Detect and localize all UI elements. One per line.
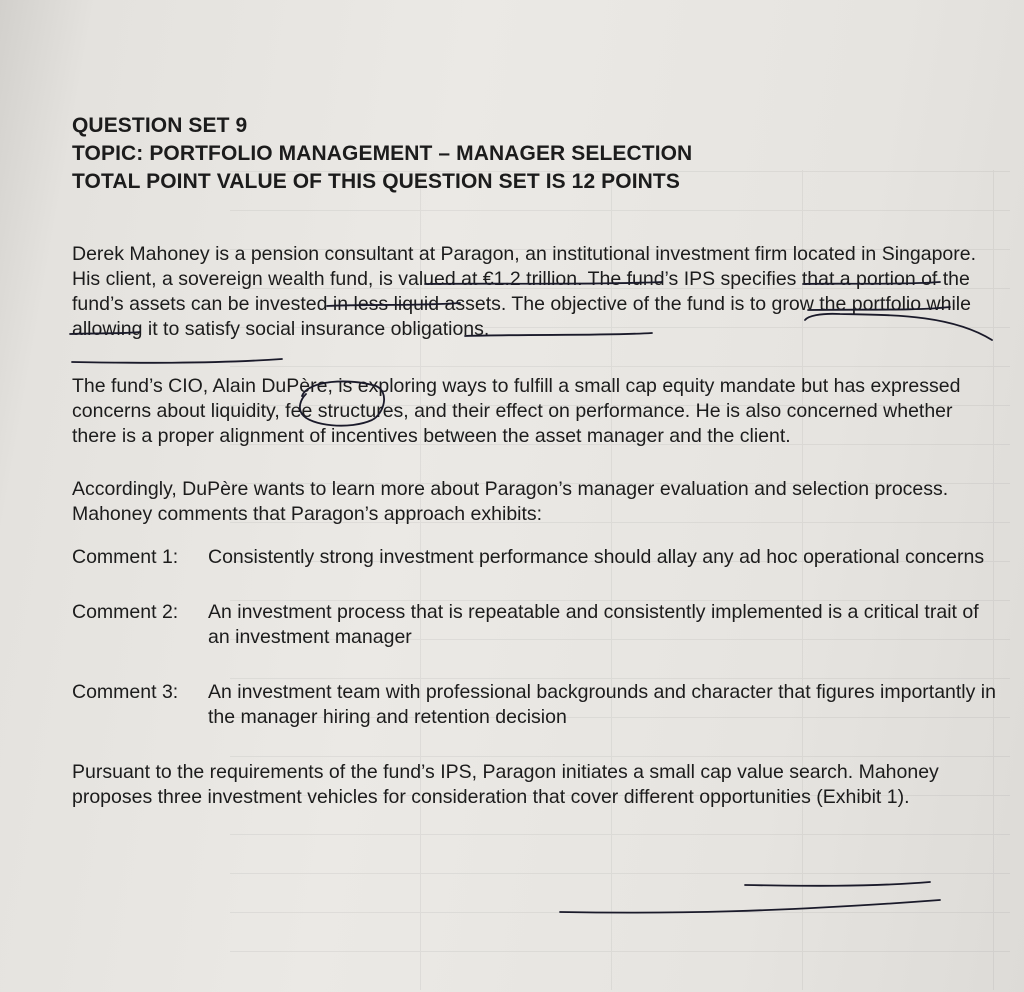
- point-value: TOTAL POINT VALUE OF THIS QUESTION SET IS 12 POINTS: [72, 170, 680, 193]
- question-topic: TOPIC: PORTFOLIO MANAGEMENT – MANAGER SELECTION: [72, 142, 693, 165]
- comment-text: An investment team with professional backgrounds and character that figures importantly in the manager hiring and retention decision: [208, 681, 996, 728]
- paragraph-selection-process: Accordingly, DuPère wants to learn more about Paragon’s manager evaluation and selection process. Mahoney comments that Paragon’s approach exhibits:: [72, 478, 949, 525]
- underline-small-cap-value: [745, 882, 930, 886]
- paragraph-client-description: Derek Mahoney is a pension consultant at Paragon, an institutional investment firm located in Singapore. His client, a sovereign wealth fund, is valued at €1.2 trillion. The fund’s IPS specifies that a portion of the fund’s assets can be invested in less liquid assets. The objective of the fund is to grow the portfolio while allowing it to satisfy social insurance obligations.: [72, 243, 977, 340]
- comment-3: [72, 680, 1002, 730]
- paragraph-cio-concerns: The fund’s CIO, Alain DuPère, is exploring ways to fulfill a small cap equity mandate but has expressed concerns about liquidity, fee structures, and their effect on performance. He is also concerned whether there is a proper alignment of incentives between the asset manager and the client.: [72, 375, 961, 447]
- comment-label: Comment 2:: [72, 601, 179, 623]
- question-set-title: QUESTION SET 9: [72, 114, 248, 137]
- comment-1: [72, 545, 1002, 570]
- comment-label: Comment 1:: [72, 546, 179, 568]
- comment-text: An investment process that is repeatable and consistently implemented is a critical trait of an investment manager: [208, 601, 979, 648]
- paragraph-search-vehicles: Pursuant to the requirements of the fund’s IPS, Paragon initiates a small cap value search. Mahoney proposes three investment vehicles for consideration that cover different opportunities (Exhibit 1).: [72, 761, 939, 808]
- underline-vehicles-cover: [560, 900, 940, 913]
- comment-text: Consistently strong investment performance should allay any ad hoc operational concerns: [208, 546, 985, 568]
- comment-label: Comment 3:: [72, 681, 179, 703]
- comment-2: [72, 600, 1002, 650]
- question-set-content: [72, 112, 1002, 810]
